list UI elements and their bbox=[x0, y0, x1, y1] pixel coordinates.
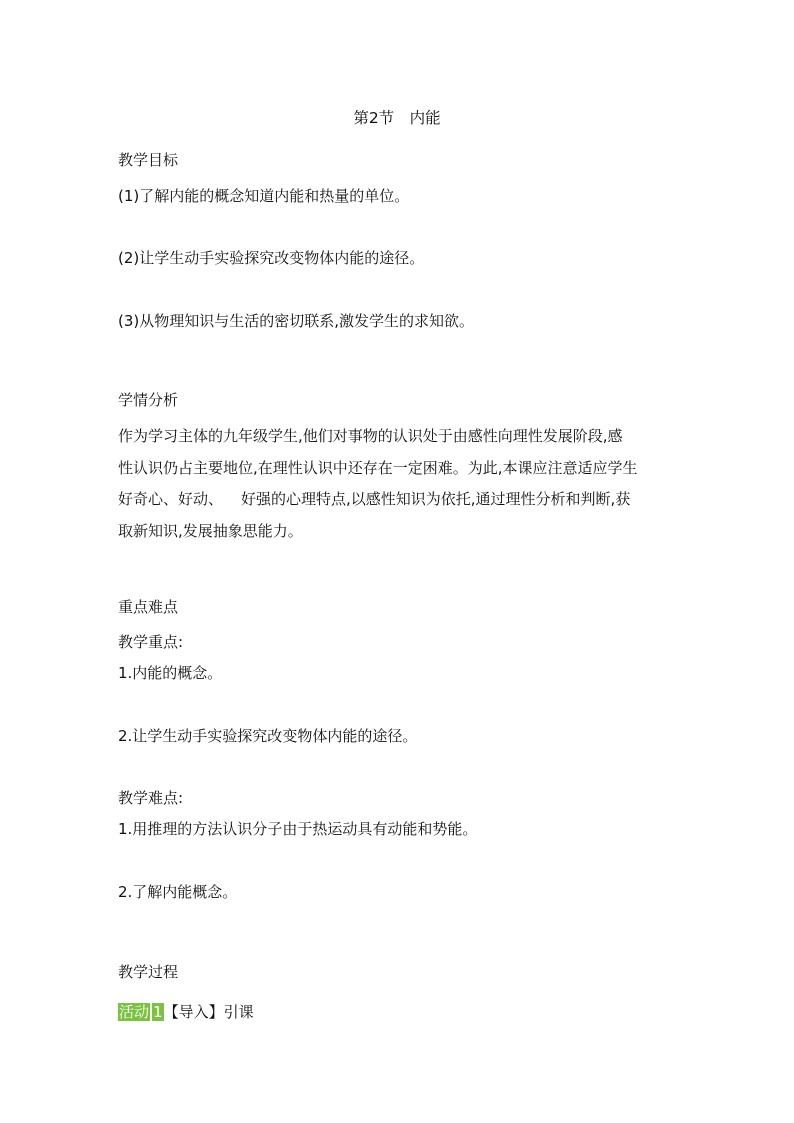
analysis-line-1: 作为学习主体的九年级学生,他们对事物的认识处于由感性向理性发展阶段,感 bbox=[118, 427, 623, 445]
objective-item-1: (1)了解内能的概念知道内能和热量的单位。 bbox=[118, 187, 410, 205]
objective-item-3: (3)从物理知识与生活的密切联系,激发学生的求知欲。 bbox=[118, 312, 475, 330]
process-heading: 教学过程 bbox=[118, 963, 179, 981]
analysis-line-3 bbox=[118, 484, 678, 516]
analysis-paragraph bbox=[118, 421, 678, 547]
analysis-line-2: 性认识仍占主要地位,在理性认识中还存在一定困难。为此,本课应注意适应学生 bbox=[118, 458, 638, 477]
analysis-line-4: 取新知识,发展抽象思能力。 bbox=[118, 521, 303, 540]
activity-tag: 活动 bbox=[119, 1003, 150, 1021]
difficulty-label: 教学难点: bbox=[118, 789, 184, 807]
activity-number: 1 bbox=[153, 1003, 163, 1021]
focus-label: 教学重点: bbox=[118, 633, 184, 651]
difficulty-item-1: 1.用推理的方法认识分子由于热运动具有动能和势能。 bbox=[118, 820, 478, 838]
page-title: 第2节 内能 bbox=[353, 109, 441, 127]
focus-item-1: 1.内能的概念。 bbox=[118, 664, 223, 682]
focus-item-2: 2.让学生动手实验探究改变物体内能的途径。 bbox=[118, 727, 418, 745]
objectives-heading: 教学目标 bbox=[118, 151, 179, 169]
keypoints-heading: 重点难点 bbox=[118, 598, 179, 616]
objective-item-2: (2)让学生动手实验探究改变物体内能的途径。 bbox=[118, 249, 425, 267]
analysis-line-3-prefix: 好奇心、好动、 bbox=[118, 490, 224, 508]
analysis-heading: 学情分析 bbox=[118, 391, 179, 409]
activity-line bbox=[118, 1002, 254, 1022]
difficulty-item-2: 2.了解内能概念。 bbox=[118, 883, 238, 901]
analysis-line-3-rest: 好强的心理特点,以感性知识为依托,通过理性分析和判断,获 bbox=[241, 490, 631, 508]
activity-title: 【导入】引课 bbox=[163, 1003, 254, 1021]
